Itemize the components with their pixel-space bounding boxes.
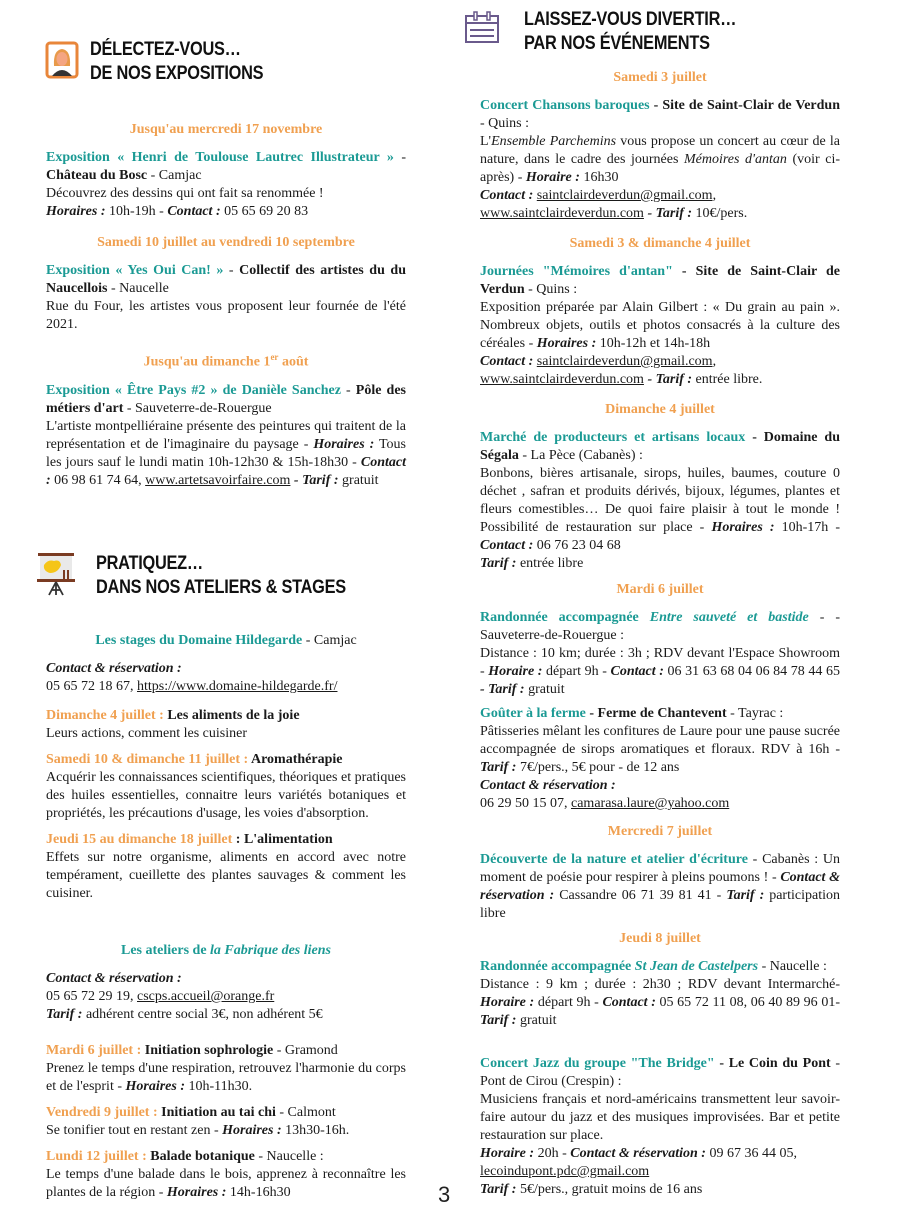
event-item <box>480 401 840 573</box>
event-price: entrée libre. <box>692 372 763 387</box>
event-venue: Collectif des artistes du du Naucellois <box>46 263 406 296</box>
event-contact: 05 65 69 20 83 <box>220 204 309 219</box>
label: Horaire : <box>525 170 580 185</box>
label: Contact : <box>480 538 534 553</box>
event-description: Musiciens français et nord-américains transmettent leur savoir-faire autour du jazz et des musiques improvisées. Bar et petite restauration sur place. <box>480 1092 840 1143</box>
exposition-item: Jusqu'au dimanche 1er août Exposition « Être Pays #2 » de Danièle Sanchez - Pôle des métiers d'art - Sauveterre-de-Rouergue L'artiste montpelliéraine présente des peintures qui traitent de la représentation et de l'imaginaire du paysage - Horaires : Tous les jours sauf le lundi matin 10h-12h30 & 15h-18h30 - Contact : 06 98 61 74 64, www.artetsavoirfaire.com - Tarif : gratuit <box>46 348 406 490</box>
label: Contact : <box>46 454 406 488</box>
event-price: 5€/pers., gratuit moins de 16 ans <box>516 1182 703 1197</box>
event-contact: 06 29 50 15 07, <box>480 796 571 811</box>
event-date: Mardi 6 juillet <box>616 582 704 597</box>
stage-description: Acquérir les connaissances scientifiques, théoriques et pratiques des huiles essentielles, connaitre leurs variétés botaniques et propriétés, les précautions d'usage, les voies d'absorption. <box>46 770 406 821</box>
label: Contact & réservation : <box>480 778 616 793</box>
price-info: adhérent centre social 3€, non adhérent 5€ <box>82 1007 323 1022</box>
event-title: Exposition « Yes Oui Can! » <box>46 263 224 278</box>
event-place: - Naucelle : <box>758 959 827 974</box>
event-title-italic: St Jean de Castelpers <box>634 959 759 974</box>
atelier-item <box>46 1042 406 1096</box>
event-description: Ensemble Parchemins <box>491 134 617 149</box>
event-description: vous propose un concert au cœur de la nature, dans le cadre des journées <box>480 134 840 167</box>
event-title: Concert Jazz du groupe "The Bridge" <box>480 1056 715 1071</box>
event-place: - Sauveterre-de-Rouergue <box>123 400 272 416</box>
event-date: Samedi 3 juillet <box>613 70 707 85</box>
event-venue: - Site de Saint-Clair de Verdun <box>649 98 840 113</box>
event-title: Randonnée accompagnée <box>480 959 635 974</box>
event-description: Distance : 10 km; durée : 3h ; RDV devant l'Espace Showroom - <box>480 646 840 679</box>
event-hours: départ 9h - <box>534 995 603 1010</box>
label: Tarif : <box>46 1007 83 1022</box>
atelier-hours: 14h-16h30 <box>226 1185 291 1200</box>
event-place: - - Sauveterre-de-Rouergue : <box>480 610 840 643</box>
event-place: - Camjac <box>147 168 202 183</box>
email-link[interactable]: saintclairdeverdun@gmail.com <box>536 354 713 369</box>
atelier-description: Se tonifier tout en restant zen - <box>46 1123 223 1138</box>
event-place: - Quins : <box>524 282 578 297</box>
stage-title: : L'alimentation <box>232 832 333 847</box>
event-price: participation libre <box>480 888 840 921</box>
label: Tarif : <box>480 556 517 571</box>
event-item <box>480 235 840 389</box>
label: Contact : <box>480 354 534 369</box>
event-item <box>480 930 840 1030</box>
label: Horaires : <box>313 436 375 452</box>
stage-title: Aromathérapie <box>248 752 343 767</box>
stage-title: Les aliments de la joie <box>163 708 300 723</box>
expositions-heading <box>90 38 292 86</box>
heading-italic: la Fabrique des liens <box>210 943 331 958</box>
portrait-frame-icon <box>44 40 80 85</box>
event-venue: - Site de Saint-Clair de Verdun <box>480 264 840 297</box>
event-date: Samedi 10 juillet au vendredi 10 septembre <box>97 235 355 250</box>
label: Tarif : <box>480 1013 517 1028</box>
separator: - <box>340 382 356 398</box>
atelier-hours: 13h30-16h. <box>281 1123 350 1138</box>
event-title: Découverte de la nature et atelier d'écriture <box>480 852 748 867</box>
atelier-place: - Calmont <box>275 1105 336 1120</box>
event-venue: - Ferme de Chantevent <box>585 706 727 721</box>
label: Contact & réservation : <box>480 870 840 903</box>
event-description: L'artiste montpelliéraine présente des peintures qui traitent de la représentation et de l'imaginaire du paysage - <box>46 418 406 452</box>
event-price: 10€/pers. <box>692 206 748 221</box>
website-link[interactable]: www.artetsavoirfaire.com <box>145 472 291 488</box>
website-link[interactable]: www.saintclairdeverdun.com <box>480 372 644 387</box>
event-description: Pâtisseries mêlant les confitures de Laure pour une pause sucrée accompagnée de sirops aromatiques et floraux. RDV à 16h - <box>480 724 840 757</box>
label: Horaires : <box>536 336 597 351</box>
atelier-place: - Gramond <box>273 1043 338 1058</box>
atelier-description: Le temps d'une balade dans le bois, apprenez à reconnaître les plantes de la région - <box>46 1167 406 1200</box>
event-contact: 06 98 61 74 64, <box>50 472 146 488</box>
label: Tarif : <box>302 472 339 488</box>
event-date: Mercredi 7 juillet <box>607 824 713 839</box>
event-hours: départ 9h - <box>542 664 611 679</box>
label: - Tarif : <box>480 682 525 697</box>
label: Horaires : <box>125 1079 185 1094</box>
event-venue: - Le Coin du Pont <box>714 1056 831 1071</box>
heading-text: Les ateliers de <box>121 943 211 958</box>
event-item <box>480 69 840 223</box>
website-link[interactable]: https://www.domaine-hildegarde.fr/ <box>137 679 338 694</box>
label: Horaires : <box>46 204 106 219</box>
fabrique-ateliers <box>46 942 406 1202</box>
event-title: Journées "Mémoires d'antan" <box>480 264 673 279</box>
event-title: Exposition « Henri de Toulouse Lautrec Illustrateur » <box>46 150 394 165</box>
event-contact: 06 31 63 68 04 06 84 78 44 65 <box>663 664 840 679</box>
event-contact: Cassandre 06 71 39 81 41 - <box>554 888 727 903</box>
separator: - <box>223 263 240 278</box>
atelier-description: Prenez le temps d'une respiration, retrouvez l'harmonie du corps et de l'esprit - <box>46 1061 406 1094</box>
heading-line-1: LAISSEZ-VOUS DIVERTIR… <box>524 9 737 30</box>
atelier-date: Mardi 6 juillet : <box>46 1043 142 1058</box>
event-hours: Tous les jours sauf le lundi matin 10h-12h30 & 15h-18h30 - <box>46 436 406 470</box>
easel-presentation-icon <box>36 551 76 602</box>
label: Contact : <box>610 664 664 679</box>
event-venue: Château du Bosc <box>46 168 148 183</box>
event-title: Randonnée accompagnée <box>480 610 650 625</box>
stage-item <box>46 751 406 823</box>
hildegarde-stages <box>46 632 406 903</box>
event-hours: 10h-19h - <box>105 204 168 219</box>
label: Horaires : <box>166 1185 227 1200</box>
stage-date: Samedi 10 & dimanche 11 juillet : <box>46 752 249 767</box>
heading-line-2: DE NOS EXPOSITIONS <box>90 63 264 84</box>
event-description: Distance : 9 km ; durée : 2h30 ; RDV devant Intermarché- <box>480 977 840 992</box>
stage-date: Jeudi 15 au dimanche 18 juillet <box>46 832 233 847</box>
event-place: - Cabanès : Un moment de poésie pour respirer à pleins poumons ! - <box>480 852 841 885</box>
atelier-item <box>46 1104 406 1140</box>
event-date <box>46 348 406 372</box>
event-place: - Naucelle <box>107 281 169 296</box>
event-description: Rue du Four, les artistes vous proposent leur fournée de l'été 2021. <box>46 299 406 332</box>
event-price: gratuit <box>516 1013 557 1028</box>
event-title: Goûter à la ferme <box>480 706 586 721</box>
label: Tarif : <box>480 1182 517 1197</box>
stage-item <box>46 707 406 743</box>
event-hours: 10h-12h et 14h-18h <box>596 336 711 351</box>
label: Horaire : <box>480 995 535 1010</box>
exposition-item <box>46 121 406 221</box>
event-date: Dimanche 4 juillet <box>605 402 715 417</box>
atelier-title: Initiation sophrologie <box>141 1043 274 1058</box>
event-description: Mémoires d'antan <box>683 152 787 167</box>
separator: - <box>393 150 406 165</box>
atelier-item <box>46 1148 406 1202</box>
exposition-item <box>46 234 406 334</box>
heading-line-1: PRATIQUEZ… <box>96 553 203 574</box>
event-title-italic: Entre sauveté et bastide <box>649 610 809 625</box>
atelier-hours: 10h-11h30. <box>185 1079 253 1094</box>
subsection-heading <box>46 632 406 650</box>
atelier-date: Lundi 12 juillet : <box>46 1149 147 1164</box>
label: - Tarif : <box>643 372 693 387</box>
contact-phone: 05 65 72 29 19, <box>46 989 137 1004</box>
separator: , <box>712 188 717 203</box>
ateliers-heading <box>96 552 387 600</box>
stage-date: Dimanche 4 juillet : <box>46 708 164 723</box>
event-date: Samedi 3 & dimanche 4 juillet <box>569 236 751 251</box>
event-contact: 09 67 36 44 05, <box>705 1146 797 1161</box>
event-venue: - Domaine du Ségala <box>480 430 840 463</box>
email-link[interactable]: saintclairdeverdun@gmail.com <box>536 188 713 203</box>
email-link[interactable]: camarasa.laure@yahoo.com <box>571 796 730 811</box>
evenements-heading <box>524 8 771 56</box>
event-venue: Pôle des métiers d'art <box>46 382 407 416</box>
label: Contact : <box>480 188 534 203</box>
event-description: Découvrez des dessins qui ont fait sa renommée ! <box>46 186 324 201</box>
event-place: - Pont de Cirou (Crespin) : <box>480 1056 840 1089</box>
calendar-icon <box>464 10 500 49</box>
event-date: Jeudi 8 juillet <box>619 931 701 946</box>
event-contact: 05 65 72 11 08, 06 40 89 96 01- <box>655 995 840 1010</box>
stage-item <box>46 831 406 903</box>
event-price: 7€/pers., 5€ pour - de 12 ans <box>516 760 680 775</box>
event-contact: 06 76 23 04 68 <box>533 538 621 553</box>
label: Contact : <box>602 995 656 1010</box>
label: Horaires : <box>222 1123 282 1138</box>
atelier-place: - Naucelle : <box>254 1149 324 1164</box>
email-link[interactable]: lecoindupont.pdc@gmail.com <box>480 1164 650 1179</box>
event-title: Concert Chansons baroques <box>480 98 650 113</box>
atelier-title: Initiation au tai chi <box>157 1105 276 1120</box>
label: Horaires : <box>711 520 775 535</box>
label: Tarif : <box>480 760 517 775</box>
event-item <box>480 1055 840 1199</box>
label: - Tarif : <box>643 206 693 221</box>
event-title: Marché de producteurs et artisans locaux <box>480 430 746 445</box>
event-item <box>480 823 840 923</box>
label: Tarif : <box>726 888 765 903</box>
heading-text: Les stages du Domaine Hildegarde <box>95 633 303 648</box>
page-number: 3 <box>438 1182 451 1207</box>
label: Horaire : <box>488 664 543 679</box>
event-item <box>480 705 840 813</box>
event-description: (voir ci-après) - <box>480 152 841 185</box>
atelier-date: Vendredi 9 juillet : <box>46 1105 158 1120</box>
event-place: - La Pèce (Cabanès) : <box>518 448 643 463</box>
label: Contact : <box>167 204 221 219</box>
label: Contact & réservation : <box>46 971 182 986</box>
event-hours: 10h-17h - <box>774 520 841 535</box>
stage-description: Effets sur notre organisme, aliments en accord avec notre tempérament, cueillette des plantes sauvages & comment les cuisiner. <box>46 850 406 901</box>
event-place: - Tayrac : <box>726 706 784 721</box>
event-price: entrée libre <box>516 556 584 571</box>
stage-description: Leurs actions, comment les cuisiner <box>46 726 247 741</box>
event-hours: 16h30 <box>579 170 619 185</box>
event-item <box>480 581 840 699</box>
heading-line-2: PAR NOS ÉVÉNEMENTS <box>524 33 710 54</box>
event-hours: 20h - <box>534 1146 571 1161</box>
event-description: Exposition préparée par Alain Gilbert : « Du grain au pain ». Nombreux objets, outils et photos consacrés à la culture des céréales - <box>480 300 840 351</box>
event-date: Jusqu'au mercredi 17 novembre <box>129 122 323 137</box>
date-text: août <box>278 354 309 370</box>
website-link[interactable]: www.saintclairdeverdun.com <box>480 206 644 221</box>
event-price: gratuit <box>524 682 565 697</box>
atelier-title: Balade botanique <box>146 1149 255 1164</box>
event-title: Exposition « Être Pays #2 » de Danièle Sanchez <box>46 382 341 398</box>
date-text: Jusqu'au dimanche 1 <box>143 354 271 370</box>
separator: , <box>712 354 717 369</box>
email-link[interactable]: cscps.accueil@orange.fr <box>137 989 275 1004</box>
contact-phone: 05 65 72 18 67, <box>46 679 137 694</box>
date-sup: er <box>270 352 279 362</box>
event-description: Bonbons, bières artisanale, sirops, huiles, baumes, couture 0 déchet , safran et produits dérivés, bijoux, légumes, plantes et fleurs comestibles… De quoi faire plaisir à tout le monde ! Possibilité de restauration sur place - <box>480 466 840 535</box>
event-price: gratuit <box>338 472 379 488</box>
subsection-heading <box>46 942 406 960</box>
heading-line-2: DANS NOS ATELIERS & STAGES <box>96 577 346 598</box>
event-description: L' <box>480 134 492 149</box>
heading-line-1: DÉLECTEZ-VOUS… <box>90 39 241 60</box>
label: Contact & réservation : <box>570 1146 706 1161</box>
event-place: - Quins : <box>480 116 529 131</box>
label: Horaire : <box>480 1146 535 1161</box>
heading-place: - Camjac <box>302 633 357 648</box>
label: Contact & réservation : <box>46 661 182 676</box>
